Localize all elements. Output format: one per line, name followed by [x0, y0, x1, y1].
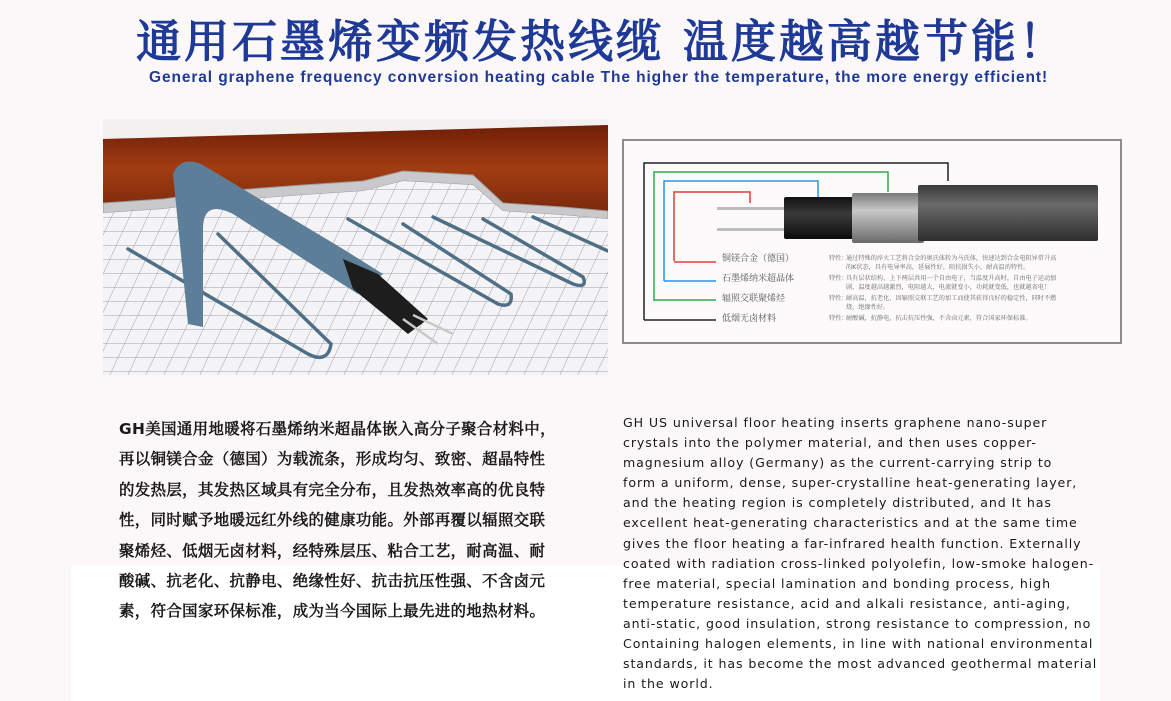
layer-label-graphene: 石墨烯纳米超晶体 — [722, 274, 795, 284]
layer-feature-copper-magnesium: 特性： 通过特殊的淬火工艺将合金的奥氏体转为马氏体，快速达到合金电阻异常升高 的K状态，具有电导率高，延展性好，阻抗损失小，耐高温的特性。 — [829, 255, 1057, 271]
description-line: crystals into the polymer material, and then uses copper- — [623, 435, 1037, 451]
layer-feature-graphene: 特性： 具有层状结构，上下两层共用一个自由电子，当温度升高时，自由电子运动加 剧，温度越高越激烈，电阻越大，电流就变小，功耗就变低，也就越省电！ — [829, 275, 1057, 291]
description-line: 的发热层，其发热区域具有完全分布，且发热效率高的优良特 — [119, 480, 546, 499]
description-line: coated with radiation cross-linked polyolefin, low-smoke halogen- — [623, 555, 1095, 571]
description-line: in the world. — [623, 676, 714, 692]
layer-label-halogen-free: 低烟无卤材料 — [722, 314, 777, 324]
layer-label-copper-magnesium: 铜镁合金（德国） — [722, 254, 795, 264]
description-line: GH US universal floor heating inserts graphene nano-super — [623, 415, 1048, 430]
description-line: excellent heat-generating characteristics and at the same time — [623, 515, 1078, 531]
description-line: 再以铜镁合金（德国）为载流条，形成均匀、致密、超晶特性 — [119, 450, 546, 469]
description-line: standards, it has become the most advanced geothermal material — [623, 656, 1098, 672]
description-line: and the heating region is completely distributed, and It has — [623, 495, 1052, 511]
layer-feature-halogen-free: 特性： 耐酸碱，抗静电，抗击抗压性强，不含卤元素，符合国家环保标准。 — [829, 315, 1032, 322]
description-english — [623, 413, 1103, 694]
layer-label-polyolefin: 辐照交联聚烯烃 — [722, 294, 786, 304]
floor-heating-cable-illustration — [103, 119, 608, 375]
description-chinese — [119, 414, 589, 627]
cable-structure-diagram — [622, 139, 1122, 344]
description-line: temperature resistance, acid and alkali resistance, anti-aging, — [623, 595, 1071, 611]
description-line: free material, special lamination and bonding process, high — [623, 575, 1051, 591]
description-line: magnesium alloy (Germany) as the current-carrying strip to — [623, 455, 1053, 471]
leader-line-red — [674, 192, 750, 261]
description-line: anti-static, good insulation, strong resistance to compression, no — [623, 615, 1092, 631]
description-line: 酸碱、抗老化、抗静电、绝缘性好、抗击抗压性强、不含卤元 — [119, 572, 546, 591]
description-line: 性，同时赋予地暖远红外线的健康功能。外部再覆以辐照交联 — [119, 511, 546, 530]
description-line: form a uniform, dense, super-crystalline heat-generating layer, — [623, 475, 1078, 491]
description-line: 聚烯烃、低烟无卤材料，经特殊层压、粘合工艺，耐高温、耐 — [119, 541, 546, 560]
page-subtitle: General graphene frequency conversion heating cable The higher the temperature, the more energy efficient! — [148, 69, 1049, 86]
layer-feature-polyolefin: 特性： 耐高温，抗老化，因辐照交联工艺的加工而使其获得良好的稳定性，同时不燃 烧，绝缘性好。 — [829, 295, 1057, 311]
description-line: Containing halogen elements, in line with national environmental — [623, 636, 1094, 652]
page-title: 通用石墨烯变频发热线缆 温度越高越节能！ — [136, 15, 1067, 68]
description-line: 素，符合国家环保标准，成为当今国际上最先进的地热材料。 — [119, 602, 546, 621]
description-line: GH美国通用地暖将石墨烯纳米超晶体嵌入高分子聚合材料中， — [119, 420, 556, 438]
description-line: gives the floor heating a far-infrared health function. Externally — [623, 535, 1082, 551]
